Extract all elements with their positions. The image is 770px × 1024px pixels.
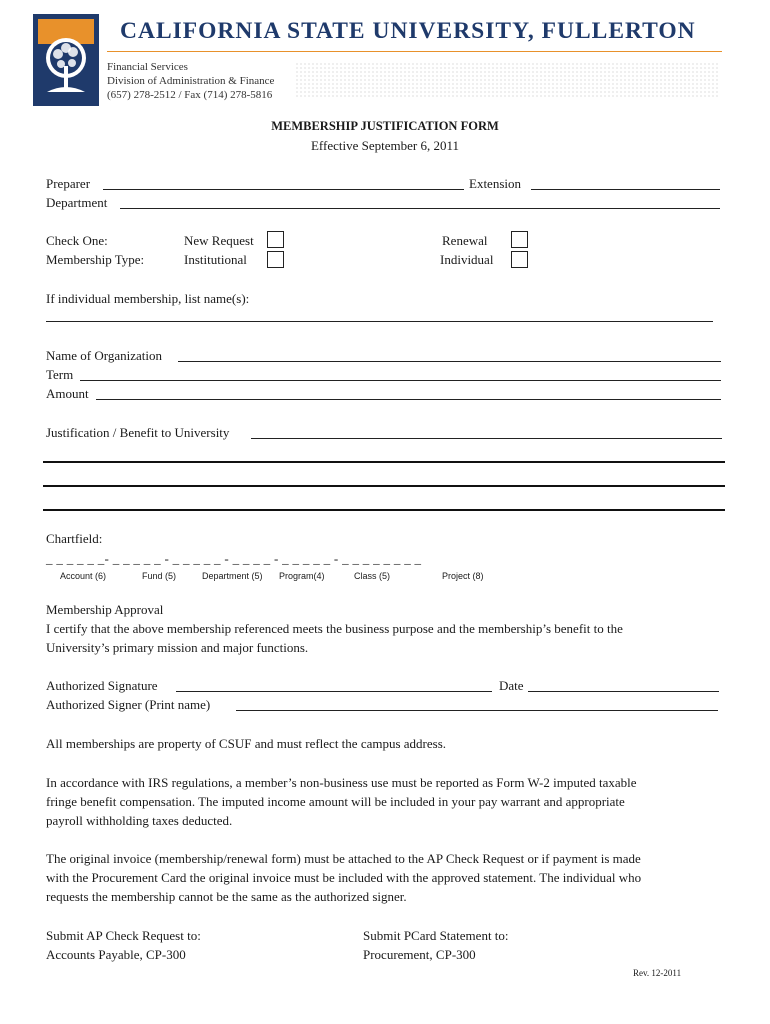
form-title: MEMBERSHIP JUSTIFICATION FORM xyxy=(271,119,499,133)
irs-note-line: payroll withholding taxes deducted. xyxy=(46,813,233,828)
certify-text: University’s primary mission and major functions. xyxy=(46,640,309,655)
ap-submit-location: Accounts Payable, CP-300 xyxy=(46,947,186,962)
chartfield-program-label: Program(4) xyxy=(279,571,325,581)
certify-text: I certify that the above membership referenced meets the business purpose and the membership’s benefit to the xyxy=(46,621,623,636)
chartfield-department-label: Department (5) xyxy=(202,571,263,581)
chartfield-entry[interactable]: _ _ _ _ _ _- _ _ _ _ _ - _ _ _ _ _ - _ _ _ _ - _ _ _ _ _ - _ _ _ _ _ _ _ _ xyxy=(46,551,422,566)
chartfield-class-label: Class (5) xyxy=(354,571,391,581)
individual-label: Individual xyxy=(440,252,494,267)
invoice-note-line: The original invoice (membership/renewal form) must be attached to the AP Check Request or if payment is made xyxy=(46,851,641,866)
justification-field[interactable] xyxy=(251,438,722,439)
signature-label: Authorized Signature xyxy=(46,678,158,693)
justification-line[interactable] xyxy=(43,485,725,487)
property-note: All memberships are property of CSUF and must reflect the campus address. xyxy=(46,736,447,751)
institutional-checkbox[interactable] xyxy=(267,251,284,268)
extension-label: Extension xyxy=(469,176,521,191)
pcard-submit-heading: Submit PCard Statement to: xyxy=(363,928,509,943)
justification-line[interactable] xyxy=(43,509,725,511)
revision-label: Rev. 12-2011 xyxy=(633,968,682,978)
membership-type-label: Membership Type: xyxy=(46,252,145,267)
renewal-checkbox[interactable] xyxy=(511,231,528,248)
approval-heading: Membership Approval xyxy=(46,602,164,617)
date-field[interactable] xyxy=(528,691,719,692)
header-department-line: Division of Administration & Finance xyxy=(107,75,275,87)
invoice-note-line: requests the membership cannot be the same as the authorized signer. xyxy=(46,889,407,904)
chartfield-fund-label: Fund (5) xyxy=(142,571,177,581)
justification-line[interactable] xyxy=(43,461,725,463)
header-rule xyxy=(107,51,722,52)
irs-note-line: In accordance with IRS regulations, a member’s non-business use must be reported as Form W-2 imputed taxable xyxy=(46,775,637,790)
csuf-logo xyxy=(33,14,99,106)
signature-field[interactable] xyxy=(176,691,492,692)
individual-names-label: If individual membership, list name(s): xyxy=(46,291,250,306)
irs-note-line: fringe benefit compensation. The imputed income amount will be included in your pay warrant and appropriate xyxy=(46,794,625,809)
tree-logo-icon xyxy=(33,14,99,106)
renewal-label: Renewal xyxy=(442,233,488,248)
term-field[interactable] xyxy=(80,380,721,381)
preparer-field[interactable] xyxy=(103,189,464,190)
individual-checkbox[interactable] xyxy=(511,251,528,268)
extension-field[interactable] xyxy=(531,189,720,190)
institutional-label: Institutional xyxy=(184,252,247,267)
header-dot-pattern xyxy=(295,62,720,98)
ap-submit-heading: Submit AP Check Request to: xyxy=(46,928,201,943)
signer-label: Authorized Signer (Print name) xyxy=(46,697,211,712)
new-request-checkbox[interactable] xyxy=(267,231,284,248)
form-effective-date: Effective September 6, 2011 xyxy=(310,138,459,153)
chartfield-project-label: Project (8) xyxy=(442,571,484,581)
chartfield-label: Chartfield: xyxy=(46,531,103,546)
justification-label: Justification / Benefit to University xyxy=(46,425,230,440)
term-label: Term xyxy=(46,367,74,382)
department-field[interactable] xyxy=(120,208,720,209)
header-contact-line: (657) 278-2512 / Fax (714) 278-5816 xyxy=(107,89,273,101)
date-label: Date xyxy=(499,678,524,693)
individual-names-field[interactable] xyxy=(46,321,713,322)
department-label: Department xyxy=(46,195,108,210)
chartfield-account-label: Account (6) xyxy=(60,571,107,581)
university-name: CALIFORNIA STATE UNIVERSITY, FULLERTON xyxy=(120,18,696,44)
organization-field[interactable] xyxy=(178,361,721,362)
pcard-submit-location: Procurement, CP-300 xyxy=(363,947,476,962)
signer-field[interactable] xyxy=(236,710,718,711)
amount-label: Amount xyxy=(46,386,89,401)
header-department-line: Financial Services xyxy=(107,61,188,73)
invoice-note-line: with the Procurement Card the original invoice must be included with the approved statement. The individual who xyxy=(46,870,642,885)
new-request-label: New Request xyxy=(184,233,254,248)
check-one-label: Check One: xyxy=(46,233,108,248)
preparer-label: Preparer xyxy=(46,176,91,191)
organization-label: Name of Organization xyxy=(46,348,162,363)
amount-field[interactable] xyxy=(96,399,721,400)
